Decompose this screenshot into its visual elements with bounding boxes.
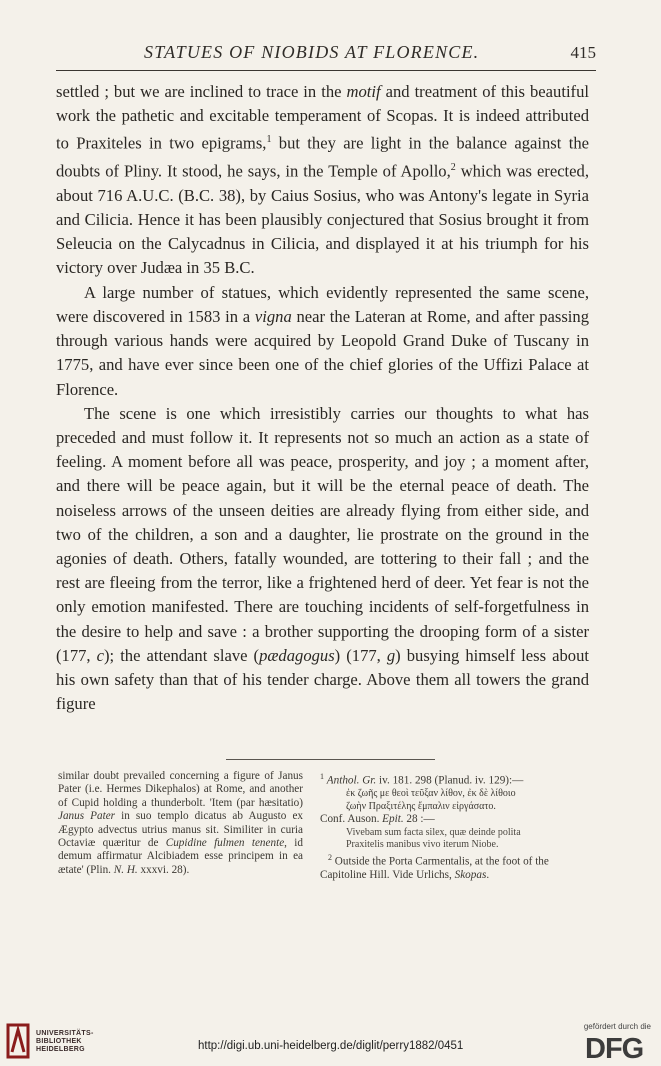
svg-text:DFG: DFG [585, 1034, 644, 1060]
header-rule [56, 70, 596, 71]
footnote-continued: similar doubt prevailed concerning a figure of Janus Pater (i.e. Hermes Dikephalos) at Rome, and another of Cupid holding a thunderbolt. 'Item (par hæsitatio) Janus Pater in suo templo dicatus ab Augusto ex Ægypto advectus utrius manus sit. Similiter in curia Octaviæ quæritur de Cupidine fulmen tenente, id demum affirmatur Alcibiadem esse principem in ea ætate' (Plin. N. H. xxxvi. 28). [58, 770, 304, 876]
university-library-logo[interactable] [6, 1022, 156, 1062]
running-title: STATUES OF NIOBIDS AT FLORENCE. [144, 42, 480, 62]
paragraph-1: settled ; but we are inclined to trace in the motif and treatment of this beautiful work the pathetic and excitable temperament of Scopas. It is indeed attributed to Praxiteles in two epigrams,$^1$ but they are light in the balance against the doubts of Pliny. It stood, he says, in the Temple of Apollo,$^2$ which was erected, about 716 A.U.C. (B.C. 38), by Caius Sosius, who was Antony's legate in Syria and Cilicia. Hence it has been plausibly conjectured that Sosius brought it from Seleucia on the Calycadnus in Cilicia, and displayed it at his triumph for his victory over Judæa in 35 B.C. [56, 82, 589, 278]
paragraph-3: The scene is one which irresistibly carries our thoughts to what has preceded and must follow it. It represents not so much an action as a state of feeling. A moment before all was peace, prosperity, and joy ; a moment after, and there will be peace again, but it will be the eternal peace of death. The noiseless arrows of the unseen deities are already flying from either side, and two of the children, a son and a daughter, lie prostrate on the ground in the agonies of death. Others, fatally wounded, are tottering to their fall ; and the rest are fleeing from the terror, like a frightened herd of deer. Yet fear is not the only emotion manifested. There are touching incidents of self-forgetfulness in the desire to help and save : a brother supporting the drooping form of a sister (177, c); the attendant slave (pædagogus) (177, g) busying himself less about his own safety than that of his tender charge. Above them all towers the grand figure [56, 403, 589, 714]
page-number: 415 [570, 43, 596, 62]
library-seal-icon [6, 1022, 32, 1060]
italic-paedagogus: pædagogus [259, 645, 335, 665]
footnotes-right-column [320, 770, 592, 882]
dfg-logo[interactable] [585, 1034, 651, 1060]
greek-epigram-line-1: ἐκ ζωῆς με θεοὶ τεῦξαν λίθον, ἐκ δὲ λίθοιο [346, 788, 516, 800]
footnote-ref-1: 1 [266, 134, 272, 146]
paragraph-2: A large number of statues, which evidently represented the same scene, were discovered in 1583 in a vigna near the Lateran at Rome, and after passing through various hands were acquired by Leopold Grand Duke of Tuscany in 1775, and have ever since been one of the chief glories of the Uffizi Palace at Florence. [56, 282, 590, 399]
footnote-1-conf: Conf. Auson. Epit. 28 :— [320, 813, 435, 826]
source-url-link[interactable]: http://digi.ub.uni-heidelberg.de/diglit/perry1882/0451 [198, 1040, 464, 1052]
library-name: UNIVERSITÄTS- BIBLIOTHEK HEIDELBERG [36, 1030, 94, 1053]
figure-ref-c: c [96, 645, 104, 665]
figure-ref-g: g [386, 645, 396, 665]
latin-epigram-line-1: Vivebam sum facta silex, quæ deinde polita [346, 826, 521, 838]
footnote-divider [226, 759, 435, 760]
running-header [56, 42, 596, 68]
italic-vigna: vigna [254, 306, 292, 326]
latin-epigram-line-2: Praxitelis manibus vivo iterum Niobe. [346, 838, 499, 850]
footnote-2: $^2$ Outside the Porta Carmentalis, at the foot of the Capitoline Hill. Vide Urlichs, Skopas. [320, 852, 549, 881]
footnote-1: $^1$ Anthol. Gr. iv. 181. 298 (Planud. iv. 129):— [320, 772, 524, 787]
italic-motif: motif [346, 82, 381, 101]
sponsor-text: gefördert durch die [583, 1022, 651, 1031]
body-text [56, 80, 589, 716]
footnote-ref-2: 2 [450, 162, 456, 174]
greek-epigram-line-2: ζωὴν Πραξιτέλης ἔμπαλιν εἰργάσατο. [346, 800, 496, 812]
